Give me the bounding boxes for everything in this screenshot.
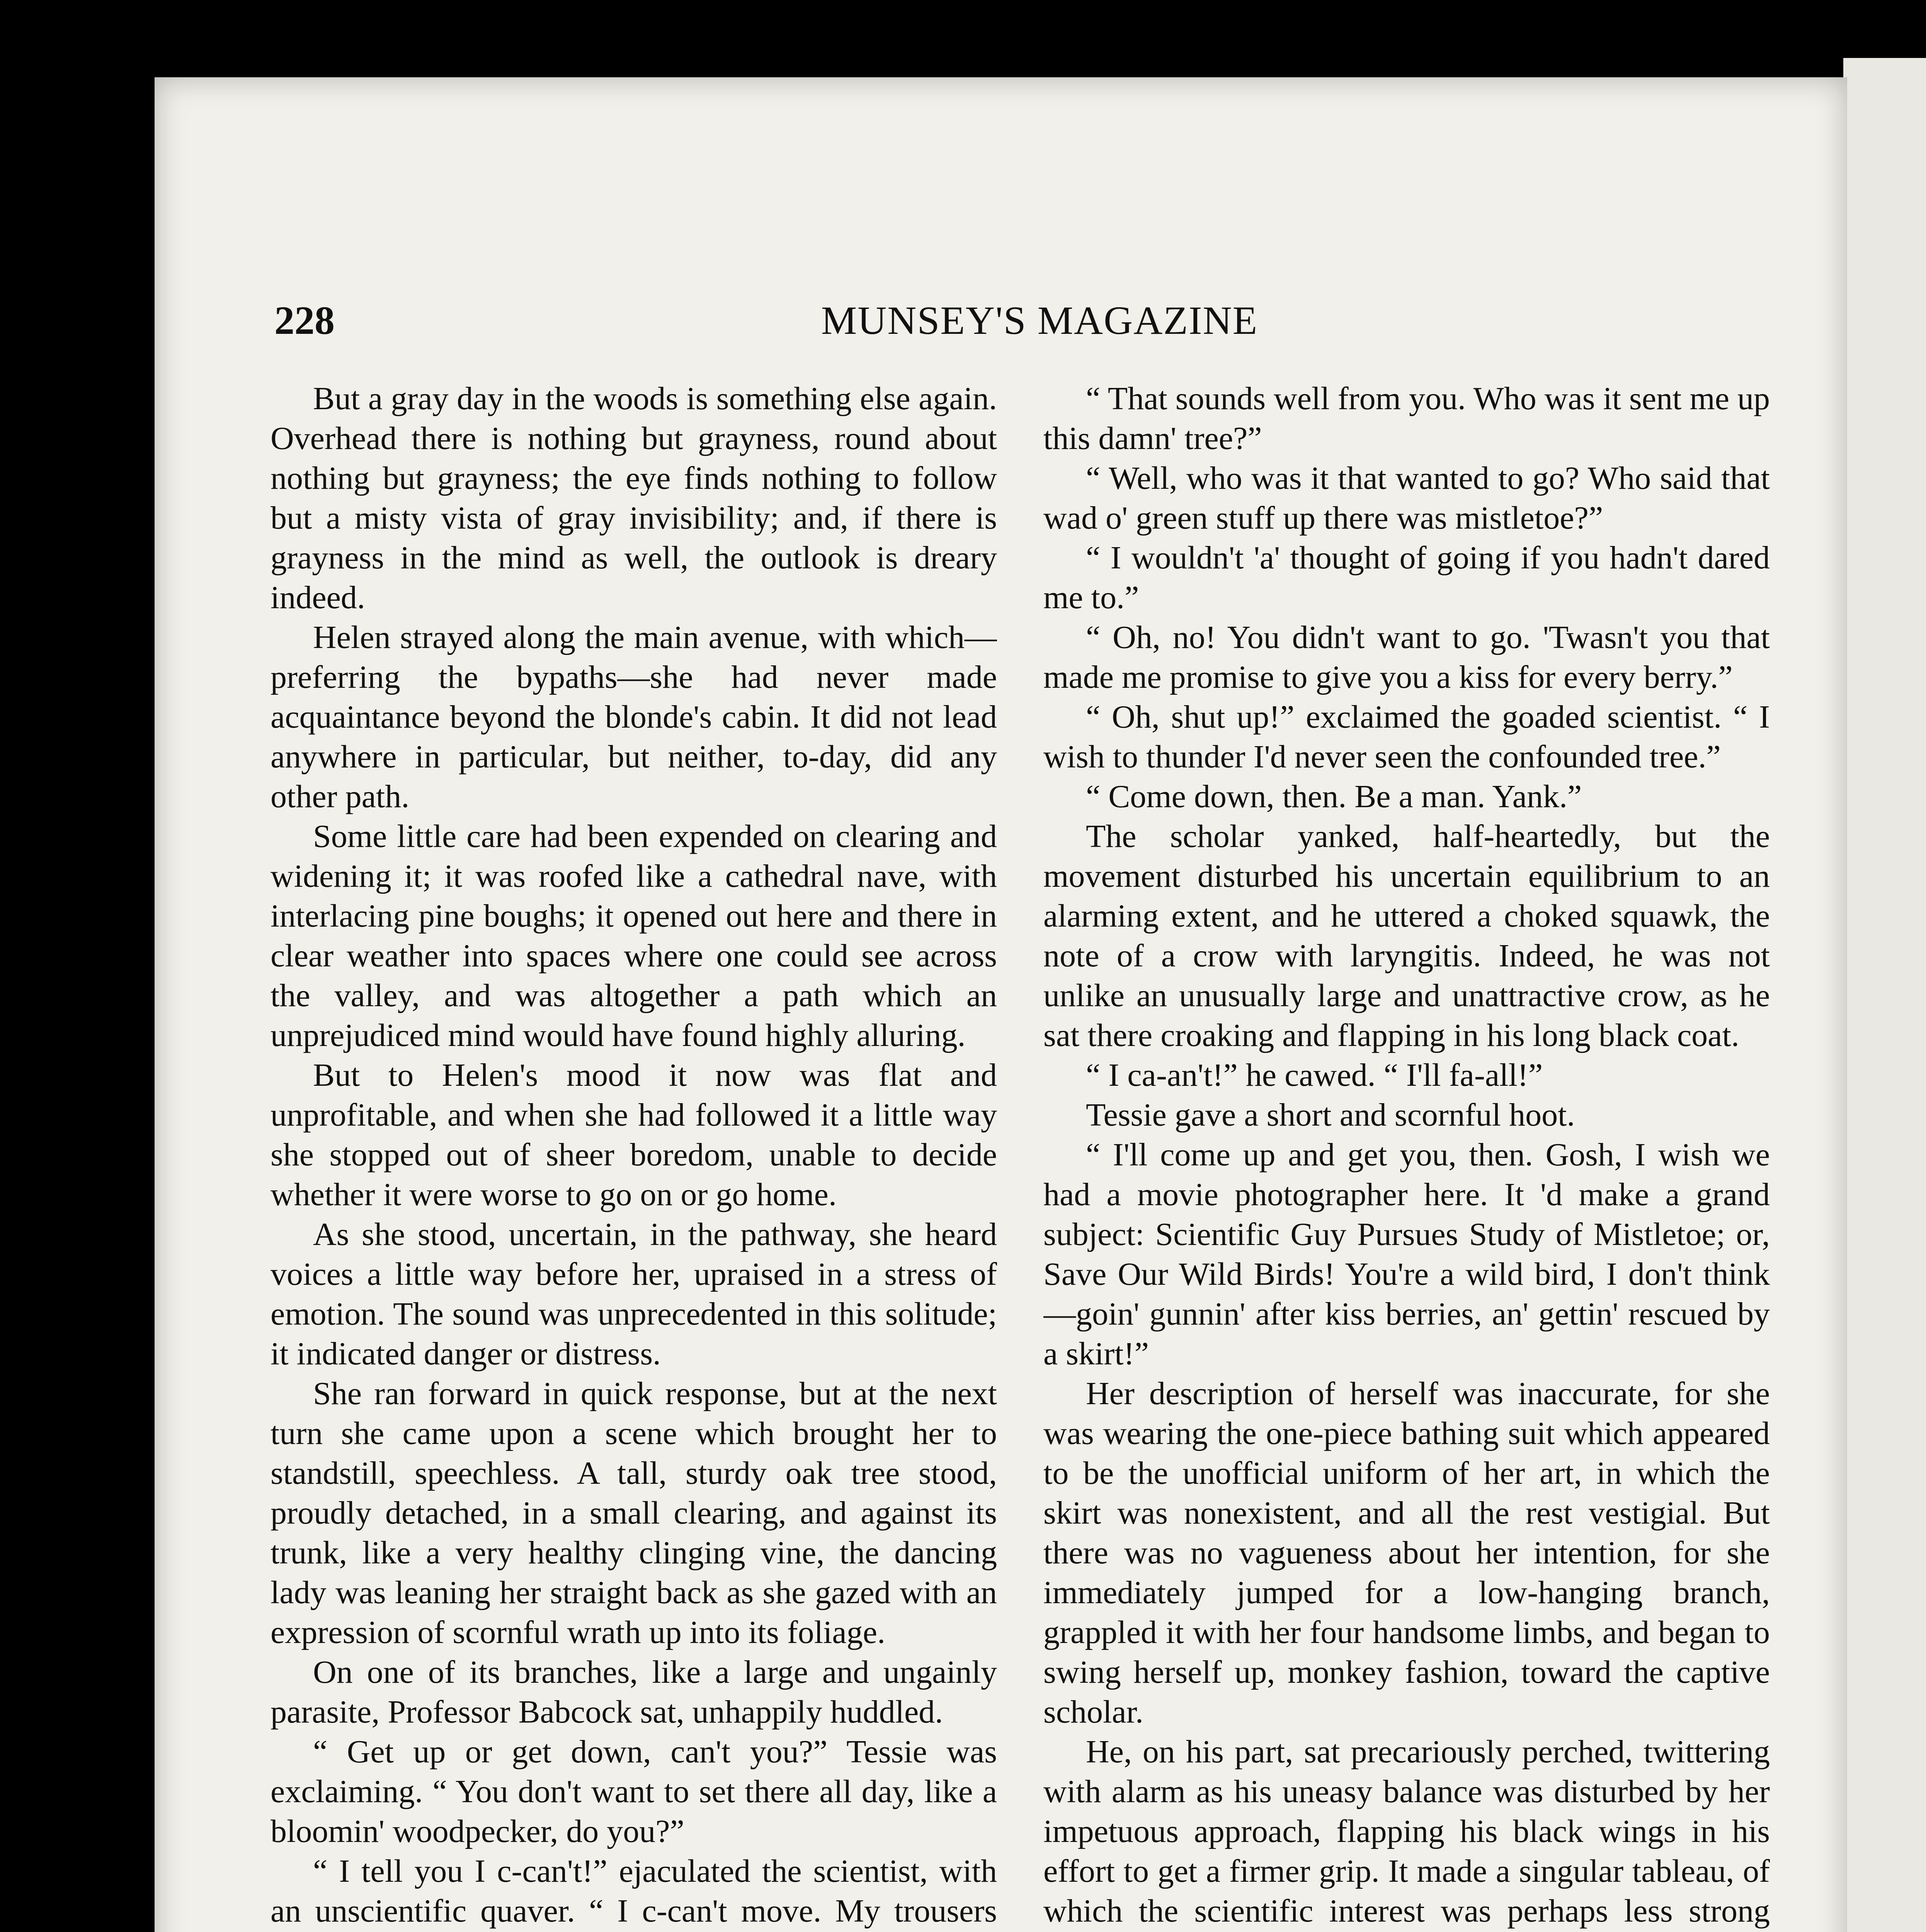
- paragraph: She ran forward in quick response, but at the next turn she came upon a scene which brought her to standstill, speechless. A tall, sturdy oak tree stood, proudly detached, in a small clearing, and against its trunk, like a very healthy clinging vine, the dancing lady was leaning her straight back as she gazed with an expression of scornful wrath up into its foliage.: [271, 1376, 997, 1650]
- paragraph: Some little care had been expended on clearing and widening it; it was roofed like a cathedral nave, with interlacing pine boughs; it opened out here and there in clear weather into spaces where one could see across the valley, and was altogether a path which an unprejudiced mind would have found highly alluring.: [271, 818, 997, 1053]
- paragraph: But to Helen's mood it now was flat and unprofitable, and when she had followed it a little way she stopped out of sheer boredom, unable to decide whether it were worse to go on or go home.: [271, 1057, 997, 1213]
- paragraph: He, on his part, sat precariously perched, twittering with alarm as his uneasy balance was disturbed by her impetuous approach, flapping his black wings in his effort to get a firmer grip. It made a singular tableau, of which the scientific interest was perhaps less strong: [1043, 1734, 1770, 1929]
- page-number: 228: [274, 298, 335, 343]
- paragraph: “ Oh, no! You didn't want to go. 'Twasn't you that made me promise to give you a kiss for every berry.”: [1043, 619, 1770, 695]
- paragraph: But a gray day in the woods is something else again. Overhead there is nothing but grayness, round about nothing but grayness; the eye finds nothing to follow but a misty vista of gray invisibility; and, if there is grayness in the mind as well, the outlook is dreary indeed.: [271, 381, 997, 616]
- paragraph: “ I tell you I c-can't!” ejaculated the scientist, with an unscientific quaver. “ I c-can't move. My trousers: [271, 1853, 997, 1929]
- paragraph: “ Well, who was it that wanted to go? Who said that wad o' green stuff up there was mistletoe?”: [1043, 460, 1770, 536]
- paragraph: Her description of herself was inaccurate, for she was wearing the one-piece bathing suit which appeared to be the unofficial uniform of her art, in which the skirt was nonexistent, and all the rest vestigial. But there was no vagueness about her intention, for she immediately jumped for a low-hanging branch, grappled it with her four handsome limbs, and began to swing herself up, monkey fashion, toward the captive scholar.: [1043, 1376, 1770, 1730]
- left-column: [271, 379, 997, 1932]
- magazine-title: MUNSEY'S MAGAZINE: [821, 298, 1258, 343]
- paragraph: “ Come down, then. Be a man. Yank.”: [1086, 779, 1582, 815]
- paragraph: “ That sounds well from you. Who was it sent me up this damn' tree?”: [1043, 381, 1770, 456]
- paragraph: “ Oh, shut up!” exclaimed the goaded scientist. “ I wish to thunder I'd never seen the confounded tree.”: [1043, 699, 1770, 775]
- magazine-page: [155, 77, 1847, 1932]
- text-columns: [271, 379, 1809, 1932]
- right-column: [1043, 379, 1770, 1932]
- paragraph: “ I ca-an't!” he cawed. “ I'll fa-all!”: [1086, 1057, 1543, 1093]
- paragraph: “ Get up or get down, can't you?” Tessie was exclaiming. “ You don't want to set there all day, like a bloomin' woodpecker, do you?”: [271, 1734, 997, 1849]
- running-head: [274, 294, 1805, 348]
- paragraph: “ I wouldn't 'a' thought of going if you hadn't dared me to.”: [1043, 540, 1770, 616]
- paragraph: As she stood, uncertain, in the pathway, she heard voices a little way before her, upraised in a stress of emotion. The sound was unprecedented in this solitude; it indicated danger or distress.: [271, 1216, 997, 1372]
- paragraph: “ I'll come up and get you, then. Gosh, I wish we had a movie photographer here. It 'd make a grand subject: Scientific Guy Pursues Study of Mistletoe; or, Save Our Wild Birds! You're a wild bird, I don't think—goin' gunnin' after kiss berries, an' gettin' rescued by a skirt!”: [1043, 1137, 1770, 1372]
- paragraph: The scholar yanked, half-heartedly, but the movement disturbed his uncertain equilibrium to an alarming extent, and he uttered a choked squawk, the note of a crow with laryngitis. Indeed, he was not unlike an unusually large and unattractive crow, as he sat there croaking and flapping in his long black coat.: [1043, 818, 1770, 1053]
- paragraph: Helen strayed along the main avenue, with which—preferring the bypaths—she had never made acquaintance beyond the blonde's cabin. It did not lead anywhere in particular, but neither, to-day, did any other path.: [271, 619, 997, 815]
- paragraph: On one of its branches, like a large and ungainly parasite, Professor Babcock sat, unhappily huddled.: [271, 1654, 997, 1730]
- paragraph: Tessie gave a short and scornful hoot.: [1086, 1097, 1575, 1133]
- adjacent-page-edge: [1843, 58, 1926, 1932]
